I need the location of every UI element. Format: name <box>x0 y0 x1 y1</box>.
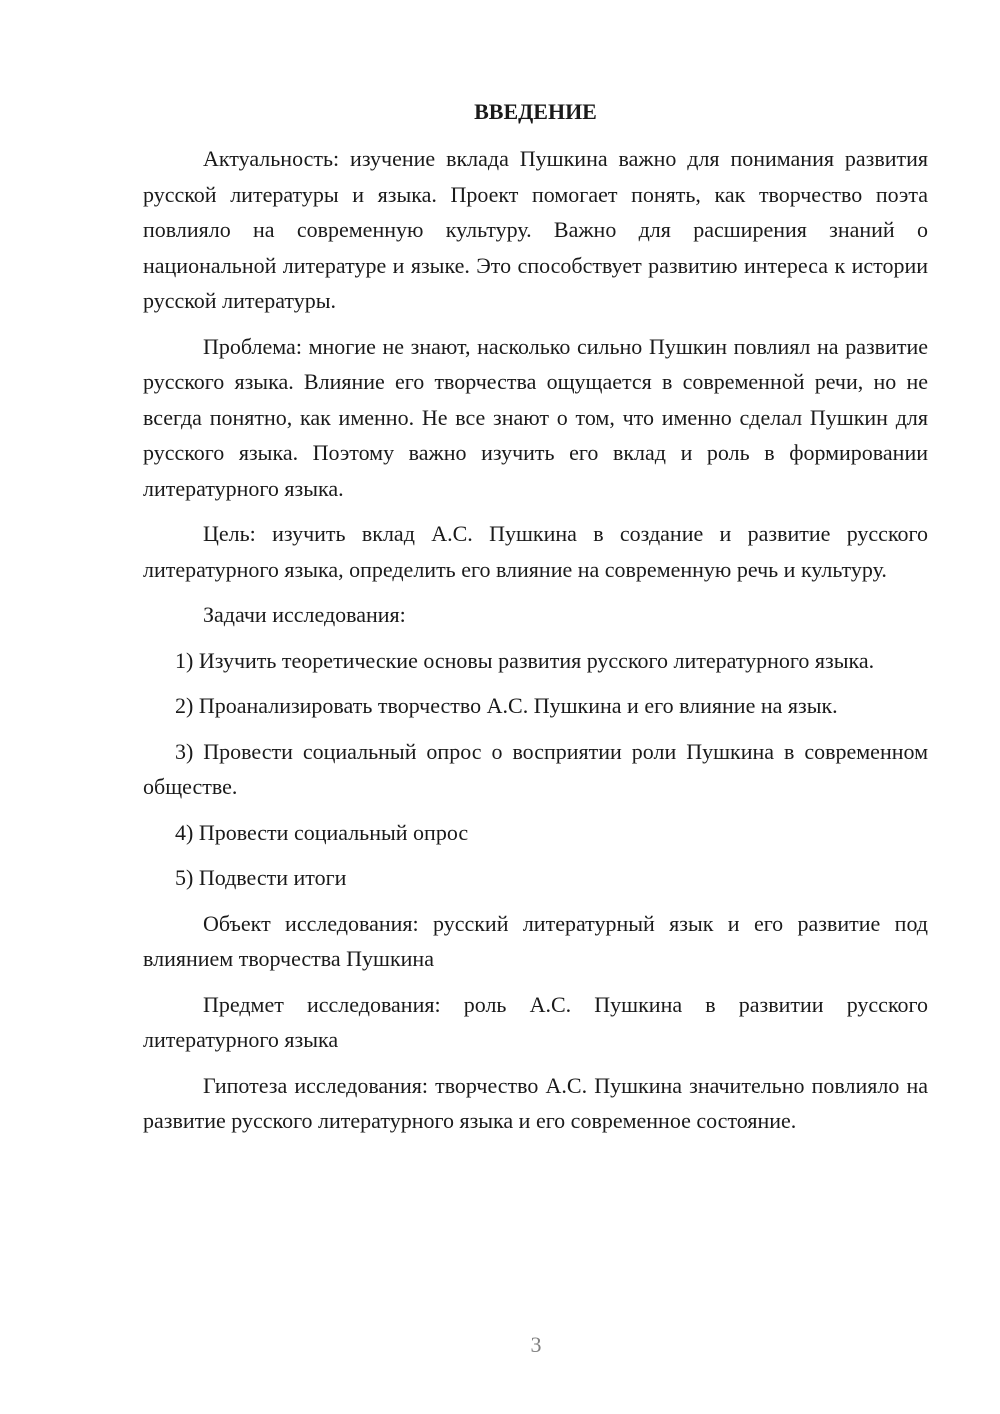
paragraph-relevance: Актуальность: изучение вклада Пушкина важно для понимания развития русской литературы и языка. Проект помогает понять, как творчество поэта повлияло на современную культуру. Важно для расширения знаний о национальной литературе и языке. Это способствует развитию интереса к истории русской литературы. <box>143 146 928 313</box>
paragraph-problem: Проблема: многие не знают, насколько сильно Пушкин повлиял на развитие русского языка. Влияние его творчества ощущается в современной речи, но не всегда понятно, как именно. Не все знают о том, что именно сделал Пушкин для русского языка. Поэтому важно изучить его вклад и роль в формировании литературного языка. <box>143 333 928 501</box>
list-item-task-4: 4) Провести социальный опрос <box>175 819 469 845</box>
list-item-task-1: 1) Изучить теоретические основы развития русского литературного языка. <box>175 647 875 673</box>
paragraph-goal: Цель: изучить вклад А.С. Пушкина в создание и развитие русского литературного языка, определить его влияние на современную речь и культуру. <box>143 521 928 582</box>
paragraph-hypothesis: Гипотеза исследования: творчество А.С. Пушкина значительно повлияло на развитие русского литературного языка и его современное состояние. <box>143 1072 928 1133</box>
page-number: 3 <box>530 1332 542 1357</box>
list-item-task-5: 5) Подвести итоги <box>175 865 347 890</box>
page-content <box>143 94 928 1149</box>
paragraph-tasks-heading: Задачи исследования: <box>203 602 406 627</box>
paragraph-subject: Предмет исследования: роль А.С. Пушкина в развитии русского литературного языка <box>143 991 928 1052</box>
list-item-task-3: 3) Провести социальный опрос о восприятии роли Пушкина в современном обществе. <box>143 738 928 799</box>
list-item-task-2: 2) Проанализировать творчество А.С. Пушкина и его влияние на язык. <box>175 693 838 718</box>
section-heading: ВВЕДЕНИЕ <box>474 99 597 124</box>
paragraph-object: Объект исследования: русский литературный язык и его развитие под влиянием творчества Пушкина <box>143 910 928 971</box>
